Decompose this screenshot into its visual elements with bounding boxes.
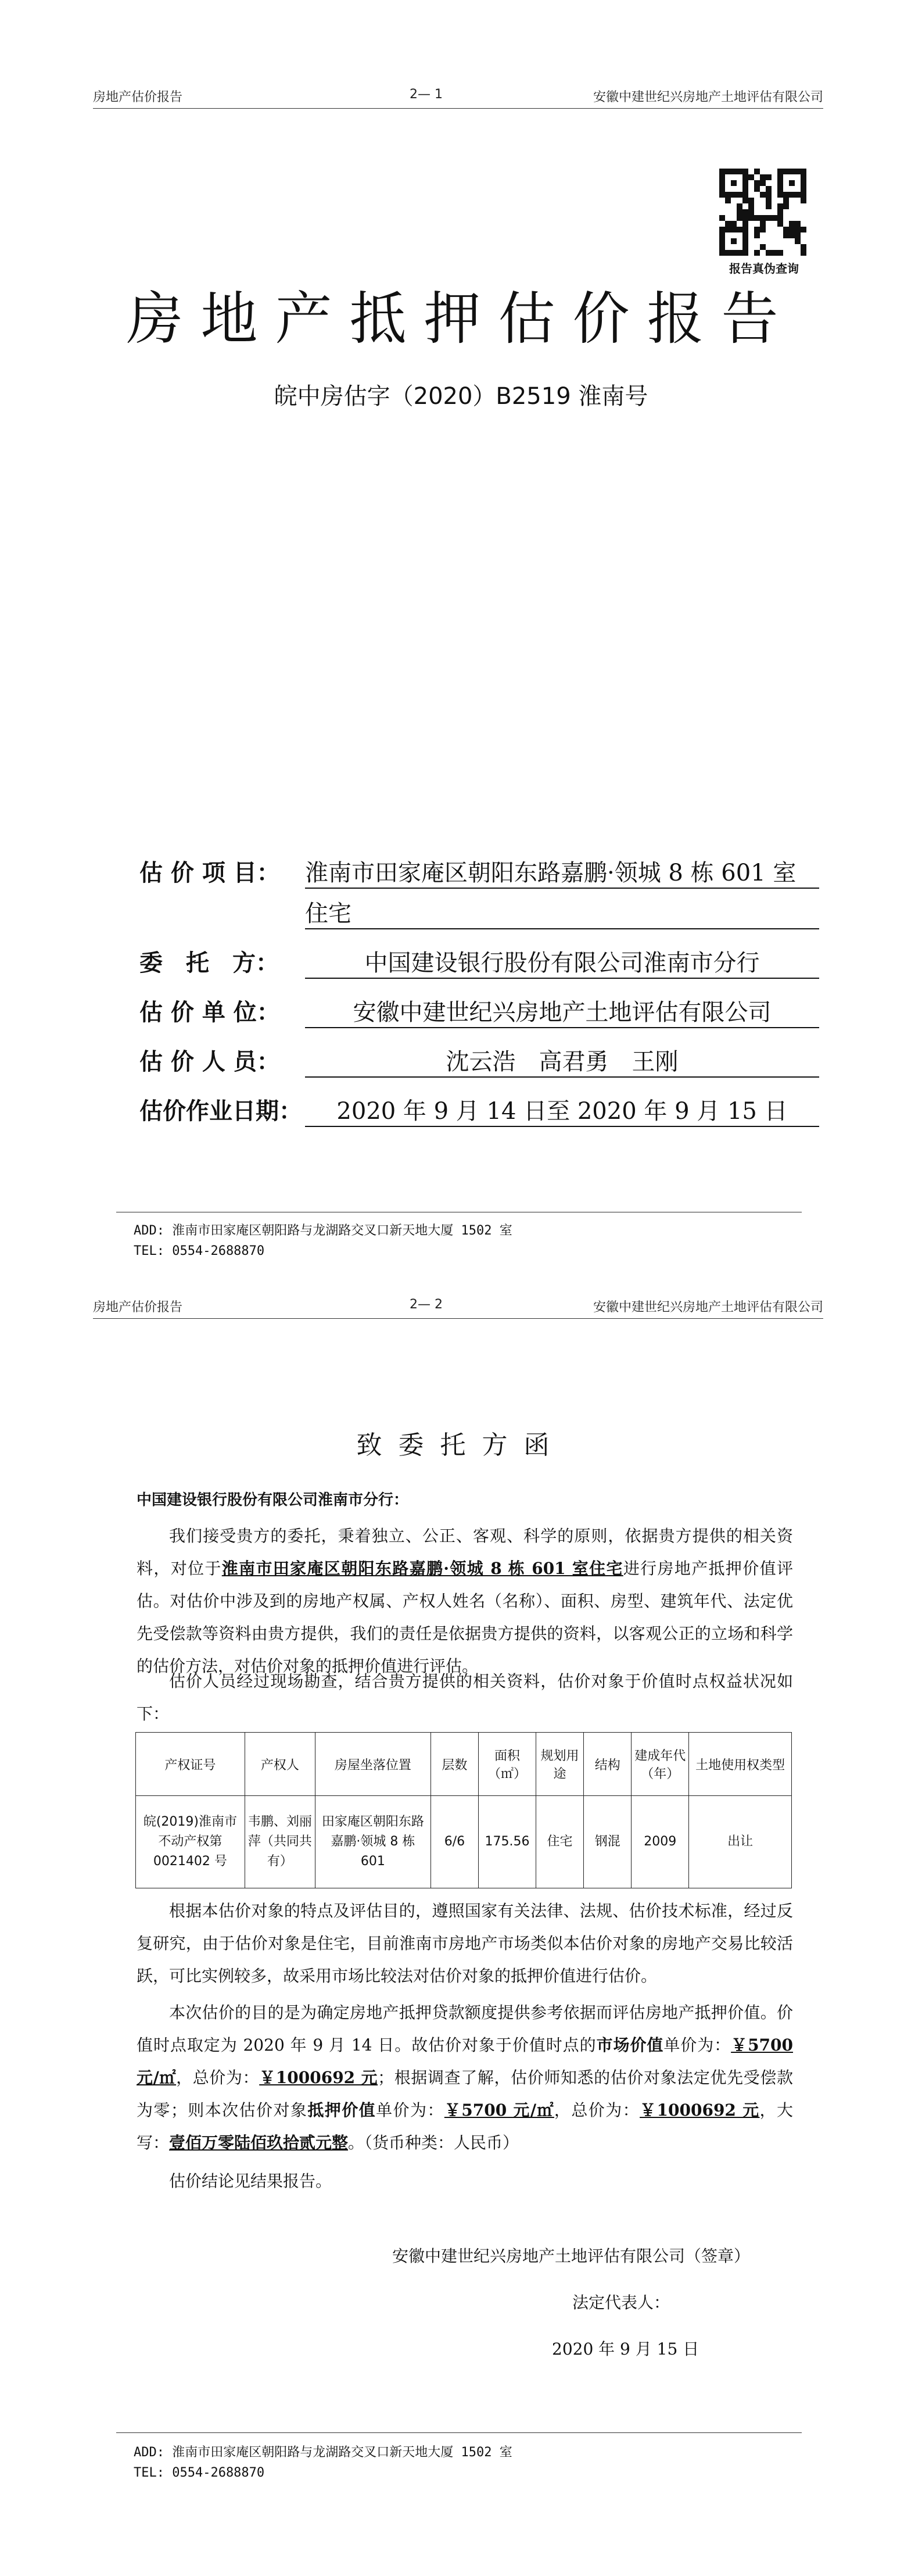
market-value-label: 市场价值 bbox=[596, 2035, 664, 2055]
mortgage-total-price: ￥1000692 元 bbox=[640, 2101, 760, 2120]
page-header bbox=[93, 87, 823, 107]
page-header bbox=[93, 1297, 823, 1317]
letter-page bbox=[0, 1290, 922, 2576]
header-left: 房地产估价报告 bbox=[93, 1300, 183, 1315]
letter-title: 致委托方函 bbox=[356, 1430, 566, 1460]
market-total-price: ￥1000692 元 bbox=[259, 2068, 378, 2087]
field-value: 沈云浩 高君勇 王刚 bbox=[305, 1043, 819, 1078]
table-cell: 钢混 bbox=[584, 1796, 632, 1888]
table-cell: 皖(2019)淮南市不动产权第 0021402 号 bbox=[136, 1796, 245, 1888]
qr-caption: 报告真伪查询 bbox=[729, 262, 799, 276]
paragraph-2: 估价人员经过现场勘查，结合贵方提供的相关资料，估价对象于价值时点权益状况如下： bbox=[137, 1672, 793, 1723]
field-value: 住宅 bbox=[305, 895, 819, 929]
column-header: 土地使用权类型 bbox=[689, 1733, 792, 1796]
page-number: 2— 2 bbox=[410, 1297, 443, 1312]
page-number: 2— 1 bbox=[410, 87, 443, 102]
column-header: 产权人 bbox=[245, 1733, 315, 1796]
paragraph-5: 估价结论见结果报告。 bbox=[169, 2171, 332, 2191]
market-unit-price: ￥5700 元/㎡ bbox=[137, 2035, 793, 2087]
footer-tel: TEL: 0554-2688870 bbox=[134, 1244, 265, 1258]
footer-tel: TEL: 0554-2688870 bbox=[134, 2466, 265, 2480]
table-cell: 6/6 bbox=[430, 1796, 478, 1888]
paragraph-4: 本次估价的目的是为确定房地产抵押贷款额度提供参考依据而评估房地产抵押价值。价值时点取定为 2020 年 9 月 14 日。故估价对象于价值时点的市场价值单价为：￥5700 元/㎡，总价为：￥1000692 元；根据调查了解，估价师知悉的估价对象法定优先受偿款为零；则本次估价对象抵押价值单价为：￥5700 元/㎡，总价为：￥1000692 元，大写：壹佰万零陆佰玖拾贰元整。（货币种类：人民币） bbox=[137, 2003, 793, 2152]
paragraph-3: 根据本估价对象的特点及评估目的，遵照国家有关法律、法规、估价技术标准，经过反复研究，由于估价对象是住宅，目前淮南市房地产市场类似本估价对象的房地产交易比较活跃，可比实例较多，故采用市场比较法对估价对象的抵押价值进行估价。 bbox=[137, 1901, 793, 1985]
table-cell: 出让 bbox=[689, 1796, 792, 1888]
footer-address: ADD: 淮南市田家庵区朝阳路与龙湖路交叉口新天地大厦 1502 室 bbox=[134, 2445, 512, 2460]
signature-representative: 法定代表人： bbox=[572, 2293, 670, 2312]
mortgage-value-label: 抵押价值 bbox=[307, 2101, 376, 2120]
table-header-row bbox=[136, 1733, 792, 1796]
field-label: 估 价 人 员： bbox=[139, 1049, 280, 1075]
column-header: 房屋坐落位置 bbox=[315, 1733, 430, 1796]
column-header: 规划用途 bbox=[536, 1733, 583, 1796]
header-right: 安徽中建世纪兴房地产土地评估有限公司 bbox=[593, 90, 823, 105]
column-header: 产权证号 bbox=[136, 1733, 245, 1796]
table-cell: 175.56 bbox=[479, 1796, 536, 1888]
field-label: 估 价 单 位： bbox=[139, 999, 280, 1026]
column-header: 面积（㎡） bbox=[479, 1733, 536, 1796]
qr-code-icon bbox=[719, 169, 806, 256]
property-address: 淮南市田家庵区朝阳东路嘉鹏·领城 8 栋 601 室住宅 bbox=[221, 1559, 623, 1578]
report-title: 房地产抵押估价报告 bbox=[126, 286, 796, 352]
footer-divider bbox=[116, 2432, 802, 2433]
property-info-table bbox=[135, 1732, 792, 1888]
footer-address: ADD: 淮南市田家庵区朝阳路与龙湖路交叉口新天地大厦 1502 室 bbox=[134, 1223, 512, 1238]
field-value: 2020 年 9 月 14 日至 2020 年 9 月 15 日 bbox=[305, 1093, 819, 1127]
header-right: 安徽中建世纪兴房地产土地评估有限公司 bbox=[593, 1300, 823, 1315]
header-divider bbox=[93, 1318, 823, 1319]
field-value: 淮南市田家庵区朝阳东路嘉鹏·领城 8 栋 601 室 bbox=[305, 854, 819, 889]
header-left: 房地产估价报告 bbox=[93, 90, 183, 105]
column-header: 建成年代（年） bbox=[632, 1733, 689, 1796]
addressee: 中国建设银行股份有限公司淮南市分行： bbox=[137, 1491, 409, 1509]
column-header: 层数 bbox=[430, 1733, 478, 1796]
table-cell: 田家庵区朝阳东路嘉鹏·领城 8 栋 601 bbox=[315, 1796, 430, 1888]
signature-date: 2020 年 9 月 15 日 bbox=[552, 2339, 699, 2359]
table-cell: 住宅 bbox=[536, 1796, 583, 1888]
header-divider bbox=[93, 108, 823, 109]
document-number: 皖中房估字（2020）B2519 淮南号 bbox=[274, 383, 648, 410]
signature-company: 安徽中建世纪兴房地产土地评估有限公司（签章） bbox=[392, 2246, 751, 2266]
field-value: 安徽中建世纪兴房地产土地评估有限公司 bbox=[305, 994, 819, 1028]
mortgage-unit-price: ￥5700 元/㎡ bbox=[444, 2101, 554, 2120]
amount-in-words: 壹佰万零陆佰玖拾贰元整 bbox=[169, 2133, 349, 2152]
field-label: 估价作业日期： bbox=[139, 1098, 302, 1125]
field-label: 委 托 方： bbox=[139, 950, 279, 976]
column-header: 结构 bbox=[584, 1733, 632, 1796]
paragraph-1: 我们接受贵方的委托，秉着独立、公正、客观、科学的原则，依据贵方提供的相关资料，对位于淮南市田家庵区朝阳东路嘉鹏·领城 8 栋 601 室住宅进行房地产抵押价值评估。对估价中涉及到的房地产权属、产权人姓名（名称）、面积、房型、建筑年代、法定优先受偿款等资料由贵方提供，我们的责任是依据贵方提供的资料，以客观公正的立场和科学的估价方法，对估价对象的抵押价值进行评估。 bbox=[137, 1526, 793, 1676]
field-value: 中国建设银行股份有限公司淮南市分行 bbox=[305, 944, 819, 979]
table-cell: 2009 bbox=[632, 1796, 689, 1888]
table-cell: 韦鹏、刘丽萍（共同共有） bbox=[245, 1796, 315, 1888]
table-row bbox=[136, 1796, 792, 1888]
field-label: 估 价 项 目： bbox=[139, 860, 280, 886]
